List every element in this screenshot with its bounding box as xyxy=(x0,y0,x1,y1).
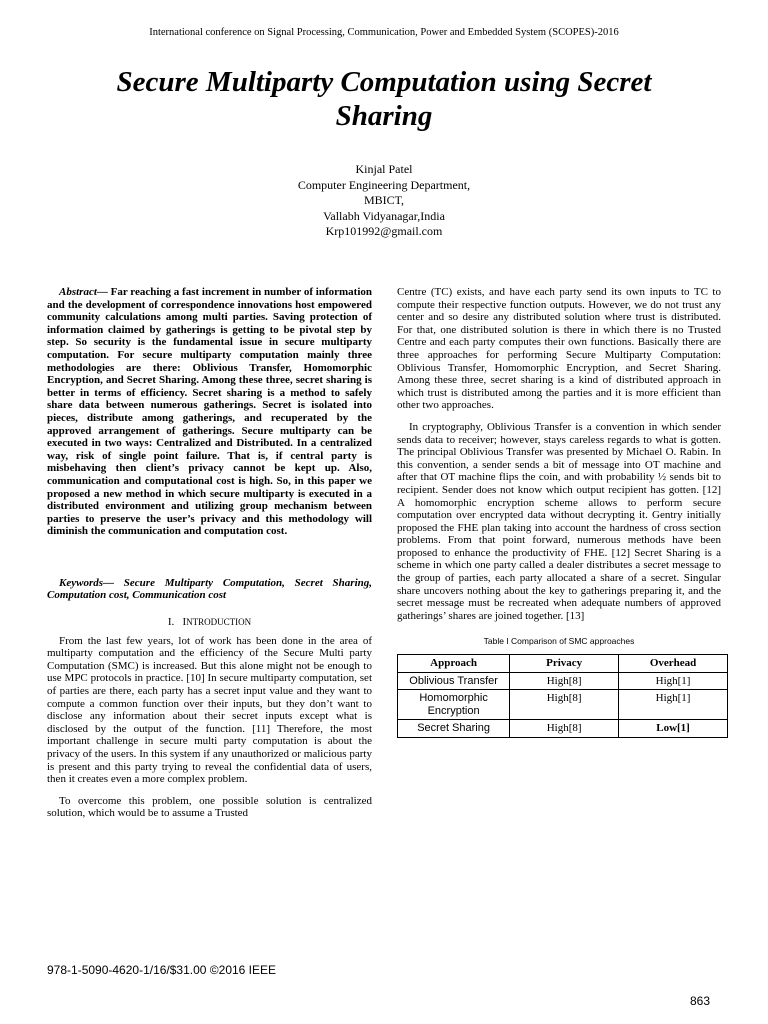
intro-paragraph-1: From the last few years, lot of work has been done in the area of multiparty computation and the efficiency of the Secure Multi party Computation (SMC) is increased. But this alone might not be enough to use MPC protocols in practice. [10] In secure multiparty computation, set of parties are there, each party has a secret input value and they want to compute a common function over their inputs, but they don’t want to disclose any information about their secret inputs except what is disclosed by the output of the function. [11] Therefore, the most important challenge in secure multi party computation is about the privacy of the users. In this system if any unauthorized or malicious party is present and this party trying to reveal the confidential data of users, then it creates even a more complex problem. xyxy=(47,634,372,786)
table-cell: High[1] xyxy=(619,672,728,690)
abstract-lead: Abstract— xyxy=(59,286,108,298)
right-paragraph-2: In cryptography, Oblivious Transfer is a convention in which sender sends data to receiver; however, stays careless regards to what is gotten. The principal Oblivious Transfer was presented by Michael O. Rabin. In this convention, a sender sends a bit of message into OT machine and after that OT machine flips the coin, and with probability ½ sends bit to recipient. Sender does not know which output recipient has gotten. [12] A homomorphic encryption scheme allows to perform secure computation over encrypted data without decrypting it. Gentry initially proposed the FHE plan taking into account the hardness of cross section problems. From that point forward, numerous methods have been proposed to enhance the productivity of FHE. [12] Secret Sharing is a scheme in which one party called a dealer distributes a secret message to the group of parties, each party allocated a share of a secret. Singular share uncovers nothing about the key to gatherings preparing it, and the secret message must be recreated when adequate numbers of approved gatherings’ shares are joined together. [13] xyxy=(397,420,721,622)
table-caption: Table I Comparison of SMC approaches xyxy=(483,636,635,647)
page-number: 863 xyxy=(690,994,711,1008)
table-row xyxy=(398,672,728,690)
author-institution: MBICT, xyxy=(363,193,405,207)
table-header-row xyxy=(398,655,728,673)
paper-title: Secure Multiparty Computation using Secret Sharing xyxy=(116,66,652,132)
abstract xyxy=(47,286,372,538)
table-row xyxy=(398,720,728,738)
section-heading xyxy=(47,616,372,629)
table-header-cell: Privacy xyxy=(510,655,619,673)
section-number: I. xyxy=(167,616,175,629)
table-cell: Homomorphic Encryption xyxy=(398,690,510,720)
table-row xyxy=(398,690,728,720)
section-title-rest: NTRODUCTION xyxy=(186,617,252,628)
table-cell: High[1] xyxy=(619,690,728,720)
table-header-cell: Overhead xyxy=(619,655,728,673)
author-block xyxy=(0,162,768,240)
right-column xyxy=(397,286,721,738)
table-cell: High[8] xyxy=(510,690,619,720)
author-email: Krp101992@gmail.com xyxy=(325,224,443,238)
table-cell: Secret Sharing xyxy=(398,720,510,738)
right-paragraph-1: Centre (TC) exists, and have each party send its own inputs to TC to compute their respective function outputs. However, we do not trust any center and so desire any distributed solution where trust is distributed. For that, one distributed solution is there in which there is no Trusted Centre and each party computes their own functions. Basically there are three approaches for performing Secure Multiparty Computation: Oblivious Transfer, Homomorphic Encryption, and Secret Sharing. Among these three, secret sharing is a kind of distributed approach in which trust is distributed among the parties and it is more efficient than other two approaches. xyxy=(397,286,721,412)
abstract-text: Far reaching a fast increment in number of information and the development of correspondence innovations host empowered community calculations among multi parties. Saving protection of information claimed by gatherings is getting to be pivotal step by step. So security is the fundamental issue in secure multiparty computation. For secure multiparty computation mainly three methodologies are there: Oblivious Transfer, Homomorphic Encryption, and Secret Sharing. Among these three, secret sharing is better in terms of efficiency. Secret sharing is a method to safely share data between numerous gatherings. Secret is isolated into pieces, distribute among gatherings, and recuperated by the approved arrangement of gatherings. Secure multiparty can be executed in two ways: Centralized and Distributed. In a centralized way, risk of single point failure. That is, if central party is misbehaving then client’s privacy cannot be kept up. Also, communication and computational cost is high. So, in this paper we proposed a new method in which secure multiparty is executed in a distributed environment and utilizing group mechanism between parties to preserve the user’s privacy and this methodology will diminish the communication and computation cost. xyxy=(47,286,372,538)
conference-header: International conference on Signal Processing, Communication, Power and Embedded System (SCOPES)-2016 xyxy=(149,27,619,38)
table-cell: Oblivious Transfer xyxy=(398,672,510,690)
table-cell: Low[1] xyxy=(619,720,728,738)
intro-paragraph-2: To overcome this problem, one possible solution is centralized solution, which would be to assume a Trusted xyxy=(47,794,372,820)
table-cell: High[8] xyxy=(510,672,619,690)
author-department: Computer Engineering Department, xyxy=(297,177,471,192)
left-column xyxy=(47,286,372,820)
table-cell: High[8] xyxy=(510,720,619,738)
comparison-table xyxy=(397,654,728,738)
table-header-cell: Approach xyxy=(398,655,510,673)
footer-isbn: 978-1-5090-4620-1/16/$31.00 ©2016 IEEE xyxy=(47,963,277,977)
author-location: Vallabh Vidyanagar,India xyxy=(323,208,445,223)
author-name: Kinjal Patel xyxy=(355,162,413,176)
section-first-letter: I xyxy=(182,616,187,629)
keywords: Keywords— Secure Multiparty Computation, Secret Sharing, Computation cost, Communication cost xyxy=(47,576,372,602)
